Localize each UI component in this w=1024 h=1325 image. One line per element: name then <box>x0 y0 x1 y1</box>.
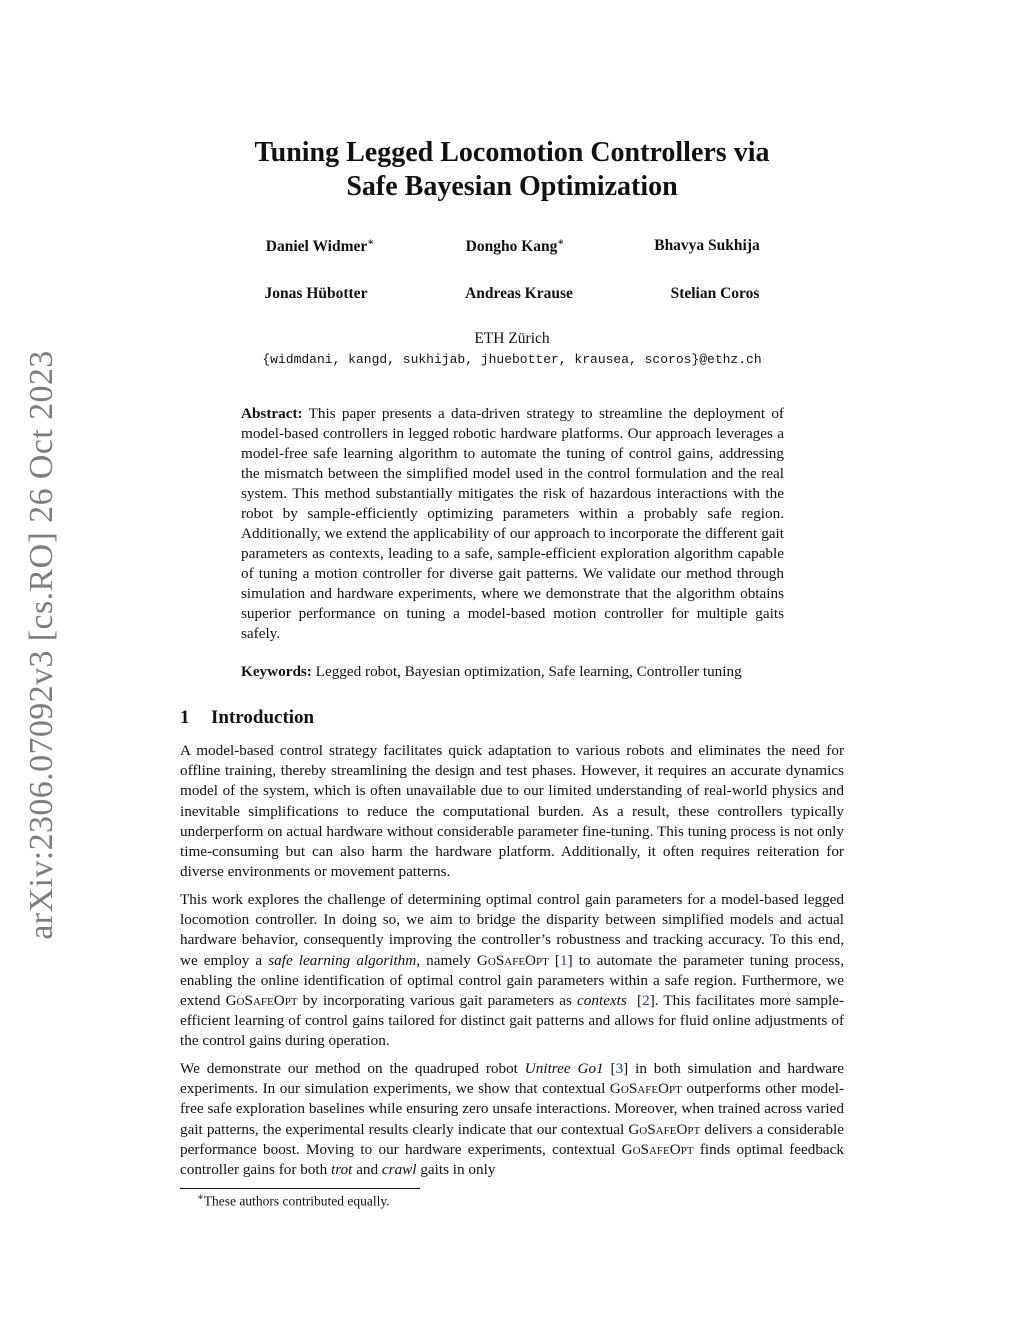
intro-paragraph-2: This work explores the challenge of determining optimal control gain parameters for a model-based legged locomotion controller. In doing so, we aim to bridge the disparity between simplified models and actual hardware behavior, consequently improving the controller’s robustness and tracking accuracy. To this end, we employ a safe learning algorithm, namely GoSafeOpt [1] to automate the parameter tuning process, enabling the online identification of optimal control gain parameters within a safe region. Furthermore, we extend GoSafeOpt by incorporating various gait parameters as contexts [2]. This facilitates more sample-efficient learning of control gains tailored for distinct gait patterns and allows for fluid online adjustments of the control gains during operation. <box>180 891 845 1050</box>
affiliation: ETH Zürich <box>474 330 550 347</box>
section-number: 1 <box>180 707 190 728</box>
title-line-1: Tuning Legged Locomotion Controllers via <box>254 137 770 168</box>
paper-title <box>180 136 844 204</box>
abstract-label: Abstract: <box>241 405 303 422</box>
footnote-divider <box>180 1188 420 1189</box>
intro-paragraph-3: We demonstrate our method on the quadruped robot Unitree Go1 [3] in both simulation and hardware experiments. In our simulation experiments, we show that contextual GoSafeOpt outperforms other model-free safe exploration baselines while ensuring zero unsafe interactions. Moreover, when trained across varied gait patterns, the experimental results clearly indicate that our contextual GoSafeOpt delivers a considerable performance boost. Moving to our hardware experiments, contextual GoSafeOpt finds optimal feedback controller gains for both trot and crawl gaits in only <box>180 1060 845 1179</box>
author-2: Dongho Kang∗ <box>465 237 565 256</box>
keywords <box>241 662 801 682</box>
emphasis-robot-name: Unitree Go1 <box>524 1060 604 1077</box>
title-line-2: Safe Bayesian Optimization <box>346 171 678 202</box>
abstract <box>241 404 784 644</box>
abstract-text: This paper presents a data-driven strategy to streamline the deployment of model-based controllers in legged robotic hardware platforms. Our approach leverages a model-free safe learning algorithm to automate the tuning of control gains, addressing the mismatch between the simplified model used in the control formulation and the real system. This method substantially mitigates the risk of hazardous interactions with the robot by sample-efficiently optimizing parameters within a probably safe region. Additionally, we extend the applicability of our approach to incorporate the different gait parameters as contexts, leading to a safe, sample-efficient exploration algorithm capable of tuning a motion controller for diverse gait patterns. We validate our method through simulation and hardware experiments, where we demonstrate that the algorithm obtains superior performance on tuning a model-based motion controller for multiple gaits safely. <box>241 405 784 642</box>
emphasis-crawl: crawl <box>381 1161 417 1179</box>
algorithm-name: GoSafeOpt <box>225 992 298 1010</box>
citation-link[interactable]: 3 <box>615 1060 624 1077</box>
author-3: Bhavya Sukhija <box>654 237 760 254</box>
author-1: Daniel Widmer∗ <box>265 237 375 256</box>
emphasis-contexts: contexts <box>577 992 627 1010</box>
intro-paragraph-1: A model-based control strategy facilitates quick adaptation to various robots and eliminates the need for offline training, thereby streamlining the design and test phases. However, it requires an accurate dynamics model of the system, which is often unavailable due to our limited understanding of real-world physics and inevitable simplifications to reduce the computational burden. As a result, these controllers typically underperform on actual hardware without considerable parameter fine-tuning. This tuning process is not only time-consuming but can also harm the hardware platform. Additionally, it often requires reiteration for diverse environments or movement patterns. <box>180 742 844 881</box>
citation-link[interactable]: 2 <box>642 992 650 1010</box>
section-title: Introduction <box>211 707 315 728</box>
section-heading <box>180 707 314 729</box>
algorithm-name: GoSafeOpt <box>476 951 549 969</box>
algorithm-name: GoSafeOpt <box>628 1120 701 1138</box>
arxiv-identifier-stamp: arXiv:2306.07092v3 [cs.RO] 26 Oct 2023 <box>23 350 60 940</box>
keywords-text: Legged robot, Bayesian optimization, Safe learning, Controller tuning <box>315 663 742 680</box>
author-4: Jonas Hübotter <box>264 285 368 302</box>
author-5: Andreas Krause <box>465 285 573 302</box>
algorithm-name: GoSafeOpt <box>609 1080 682 1098</box>
emphasis-trot: trot <box>331 1161 353 1179</box>
author-6: Stelian Coros <box>670 285 760 302</box>
emphasis-safe-learning: safe learning algorithm <box>268 951 417 969</box>
citation-link[interactable]: 1 <box>560 951 568 969</box>
footnote: ∗These authors contributed equally. <box>197 1192 390 1209</box>
keywords-label: Keywords: <box>241 663 312 680</box>
author-emails: {widmdani, kangd, sukhijab, jhuebotter, krausea, scoros}@ethz.ch <box>262 352 762 367</box>
algorithm-name: GoSafeOpt <box>621 1140 694 1158</box>
